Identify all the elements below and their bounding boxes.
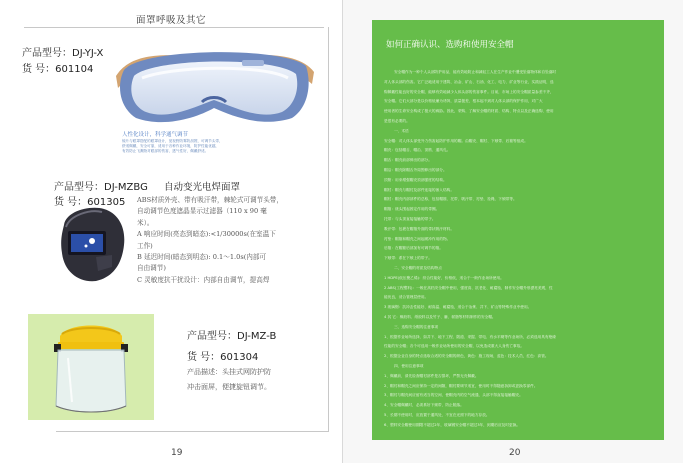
guide-text-line: 购佩戴性能良好的安全帽，能够有效地减少人体头部的伤害事件。目前，市场上的安全帽质量参差不齐， — [384, 89, 554, 94]
guide-text-line: 安全帽。它们大部分是以价格低廉为诱饵，质量极差，根本起不到对人体头部的保护作用，对广大 — [384, 99, 543, 104]
guide-text-line: 是很有必要的。 — [384, 118, 410, 123]
product2-spec-line: 自动调节色度遮晶显示过滤器（110 x 90 毫 — [137, 207, 267, 216]
guide-text-line: 1、佩戴前，请先检查帽衬部件是否损坏，严禁无壳佩戴。 — [384, 373, 479, 378]
product2-item-number: 货 号：601305 — [54, 197, 126, 208]
product2-model: 产品型号：DJ-MZBG — [54, 182, 148, 193]
guide-text-line: 帽舌：帽壳前部伸出的部分。 — [384, 158, 432, 163]
right-page-number: 20 — [509, 448, 521, 458]
product1-model: 产品型号：DJ-YJ-X — [22, 48, 104, 59]
product2-spec-line: B 延迟时间(暗态到明态): 0.1～1.0s(内部可 — [137, 253, 267, 262]
guide-text-line: 吸汗带：包裹在帽箍外面的带状吸汗材料。 — [384, 226, 455, 231]
product3-description — [187, 365, 271, 395]
welding-mask-image — [56, 205, 128, 285]
guide-text-line: 托带：与头顶直接接触的带子。 — [384, 216, 436, 221]
product1-item-number: 货 号：601104 — [22, 64, 94, 75]
face-shield-image — [28, 314, 154, 420]
guide-text-line: 衬垫：帽箍和帽壳之间起缓冲作用的物。 — [384, 236, 451, 241]
guide-text-line: 4、安全帽佩戴时，必须系好下颏带，防止脱落。 — [384, 403, 464, 408]
guide-text-line: 3 玻璃钢：抗冲击性能好、耐高温、耐腐蚀，适合于冶炼、井下、矿山等特殊作业中使用。 — [384, 305, 532, 310]
guide-text-line: 顶筋：用来增强帽壳顶部强度的结构。 — [384, 177, 447, 182]
product3-model: 产品型号：DJ-MZ-B — [187, 331, 277, 342]
safety-helmet-guide-panel — [372, 20, 664, 440]
product1-desc-line: 镜片与眼罩搭配的眼罩设计，宽视野防雾防刮擦，可调节头带， — [122, 139, 223, 143]
product1-tagline: 人性化设计，科学通气调节 — [122, 132, 189, 138]
product3-item-number: 货 号：601304 — [187, 352, 259, 363]
guide-text-line: 1、根据作业场所选择，如井下、地下工程、隧道、采掘、带电、有水平刷等作业场所，必须选用具有绝缘 — [384, 334, 556, 339]
product2-spec-line: A 响应时间(亮态到暗态):<1/30000s(在室温下 — [137, 230, 276, 239]
product1-desc-line: 舒适佩戴，安全可靠，适用于各种作业环境，防护性能优越， — [122, 144, 220, 148]
guide-text-line: 性能的安全帽；各个可选用一般作业场所使用的安全帽，以免造成重大人身伤亡事故。 — [384, 344, 525, 349]
product1-description — [122, 139, 250, 154]
guide-text-line: 5、长期不使用时，应放置于通风处，不宜在光照下的地方存放。 — [384, 412, 490, 417]
guide-text-line: 帽壳：包括帽舌、帽沿、顶筋、通风孔。 — [384, 148, 451, 153]
guide-text-line: 帽沿：帽壳除帽舌外周围伸出的部分。 — [384, 167, 447, 172]
guide-text-line: 4 其 它：橡胶料、纸胶料以及竹子、藤、树脂等材料制作的安全帽。 — [384, 314, 496, 319]
guide-body — [384, 68, 654, 430]
left-page-number: 19 — [171, 448, 183, 458]
product3-desc-line: 产品描述：头挂式网防护防 — [187, 368, 271, 376]
guide-text-line: 二、安全帽的材质及结构特点 — [394, 265, 442, 270]
guide-text-line: 下颏带：系在下颏上的带子。 — [384, 256, 432, 261]
product2-spec-text — [137, 195, 283, 286]
guide-text-line: 四、使用注意事项 — [394, 363, 424, 368]
product2-spec-line: ABS材质外壳、带有吸汗带，棘轮式可调节头带， — [137, 196, 283, 204]
safety-goggles-image — [112, 36, 317, 136]
left-page-header-title: 面罩呼吸及其它 — [135, 15, 206, 26]
product2-spec-line: 自由调节) — [137, 264, 166, 273]
frame-right-border — [328, 27, 329, 432]
product2-spec-line: 米）。 — [137, 218, 154, 227]
product2-spec-line: C 灵敏度抗干扰设计：内部自由调节，提高焊 — [137, 275, 270, 284]
guide-text-line: 能优良，适合管理层使用。 — [384, 295, 429, 300]
guide-text-line: 2、根据企业自身的特点选取合适的安全帽的颜色，黄色：施工现场，蓝色：技术人员，红色：高管。 — [384, 354, 549, 359]
guide-text-line: 三、选购安全帽的注意事项 — [394, 324, 439, 329]
guide-text-line: 帽衬：帽壳与帽衬及部件连接的嵌入结构。 — [384, 187, 455, 192]
guide-text-line: 安全帽：对人体头部受外力伤害起防护作用的帽。由帽壳、帽衬、下颏带、后箍等组成。 — [384, 138, 528, 143]
guide-text-line: 对人体头部的伤害。它广泛地适用于建筑、冶金、矿山、石油、化工、电力、矿业等行业，实践证明，选 — [384, 79, 554, 84]
product2-title: 自动变光电焊面罩 — [164, 182, 241, 193]
header-divider — [24, 27, 324, 28]
guide-text-line: 1 HDPE(低压聚乙烯)：综合性能好，价格低，适合于一般作业场所使用。 — [384, 275, 504, 280]
guide-text-line: 安全帽作为一种个人头部防护用品，能有效地防止和减轻工人在生产作业中遭受坠落物体和自坠落时 — [394, 70, 557, 74]
product3-desc-line: 冲击面屏，便捷旋钮调节。 — [187, 383, 271, 391]
guide-text-line: 3、帽衬与帽壳间应留有适当的空间，使帽壳内的空气流通，头部不得直接接触帽壳。 — [384, 393, 523, 398]
guide-text-line: 帽衬：帽壳内部部件的总称，包括帽箍、托带、吸汗带、衬垫、拴绳、下颏带等。 — [384, 197, 517, 202]
guide-text-line: 6、塑料安全帽使用期限不超过2年，玻璃钢安全帽不超过3年，到期后应及时更换。 — [384, 422, 521, 427]
guide-text-line: 2、帽衬和帽壳之间应保持一定的间隙，帽衬要调节适宜，使用时不得随意拆卸或更换零部件。 — [384, 383, 538, 388]
frame-bottom-border — [56, 431, 329, 432]
guide-text-line: 使用者的生命安全构成了极大的威胁。因此，采购、了解安全帽的材质、结构、特点以及正确选购、使用 — [384, 109, 554, 114]
product2-spec-line: 工作) — [137, 241, 153, 250]
guide-text-line: 帽箍：绕头围起固定作用的带圈。 — [384, 207, 440, 212]
guide-text-line: 后箍：在帽箍后部加有可调节的箍。 — [384, 246, 443, 251]
guide-title: 如何正确认识、选购和使用安全帽 — [386, 40, 514, 50]
product1-desc-line: 有效防止飞溅物对眼部的伤害，透气性好，佩戴舒适。 — [122, 149, 209, 153]
guide-text-line: 2 ABS(工程塑料)：一般在高档安全帽中使用，强度高、抗老化、耐腐蚀，制作安全帽外形漂亮美观，性 — [384, 285, 553, 290]
guide-text-line: 一、术语 — [394, 128, 409, 133]
right-page — [343, 0, 683, 463]
